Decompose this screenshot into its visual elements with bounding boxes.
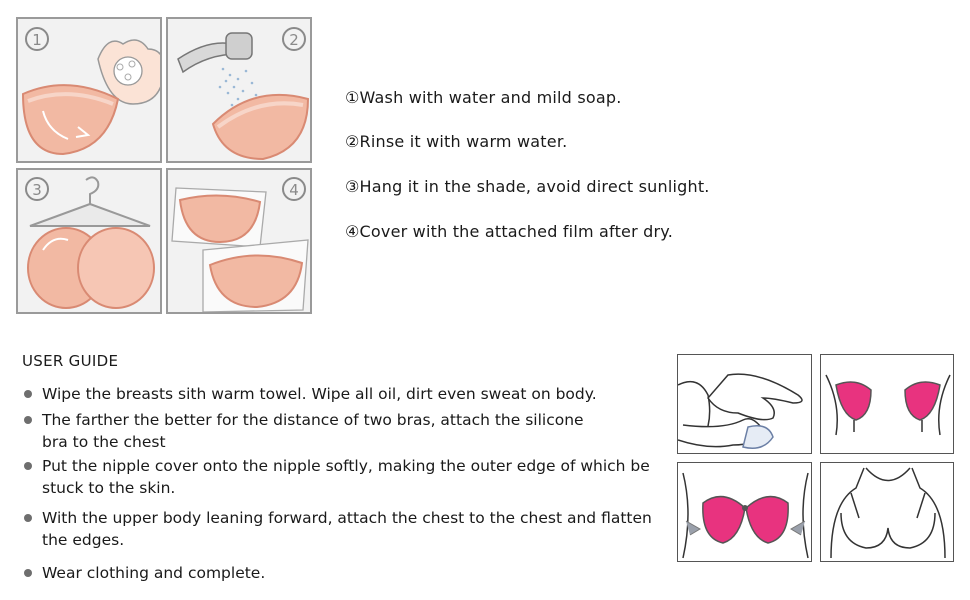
- care-step-2-panel: [166, 17, 312, 163]
- shower-rinse-icon: [168, 19, 312, 163]
- care-step-1-panel: [16, 17, 162, 163]
- care-step-4-number: 4: [289, 181, 299, 199]
- guide-diagram-cups: [820, 354, 954, 454]
- care-step-4-text: ④Cover with the attached film after dry.: [345, 222, 673, 241]
- guide-diagram-attach: [677, 462, 812, 562]
- care-step-1-text: ①Wash with water and mild soap.: [345, 88, 622, 107]
- care-step-1-number: 1: [32, 31, 42, 49]
- bullet-icon: [24, 416, 32, 424]
- user-guide-item-3: Put the nipple cover onto the nipple softly, making the outer edge of which be stuck to the skin.: [42, 457, 650, 497]
- wear-clothing-icon: [821, 463, 954, 562]
- cover-film-icon: [168, 170, 312, 314]
- user-guide-item-1: Wipe the breasts sith warm towel. Wipe all oil, dirt even sweat on body.: [42, 385, 597, 403]
- bullet-icon: [24, 569, 32, 577]
- bullet-icon: [24, 462, 32, 470]
- wipe-towel-icon: [678, 355, 812, 454]
- silicone-cups-icon: [821, 355, 954, 454]
- user-guide-title: USER GUIDE: [22, 352, 119, 370]
- wash-hands-soap-icon: [18, 19, 162, 163]
- guide-diagram-wipe: [677, 354, 812, 454]
- user-guide-item-4: With the upper body leaning forward, attach the chest to the chest and flatten the edges.: [42, 509, 652, 549]
- care-step-2-number: 2: [289, 31, 299, 49]
- care-step-3-panel: [16, 168, 162, 314]
- care-step-4-panel: [166, 168, 312, 314]
- bullet-icon: [24, 390, 32, 398]
- user-guide-item-2: The farther the better for the distance of two bras, attach the silicone bra to the chest: [42, 411, 584, 451]
- user-guide-item-5: Wear clothing and complete.: [42, 564, 266, 582]
- bullet-icon: [24, 514, 32, 522]
- attach-bra-icon: [678, 463, 812, 562]
- care-step-3-number: 3: [32, 181, 42, 199]
- care-step-3-text: ③Hang it in the shade, avoid direct sunlight.: [345, 177, 710, 196]
- guide-diagram-wear: [820, 462, 954, 562]
- hanger-dry-icon: [18, 170, 162, 314]
- care-step-2-text: ②Rinse it with warm water.: [345, 132, 568, 151]
